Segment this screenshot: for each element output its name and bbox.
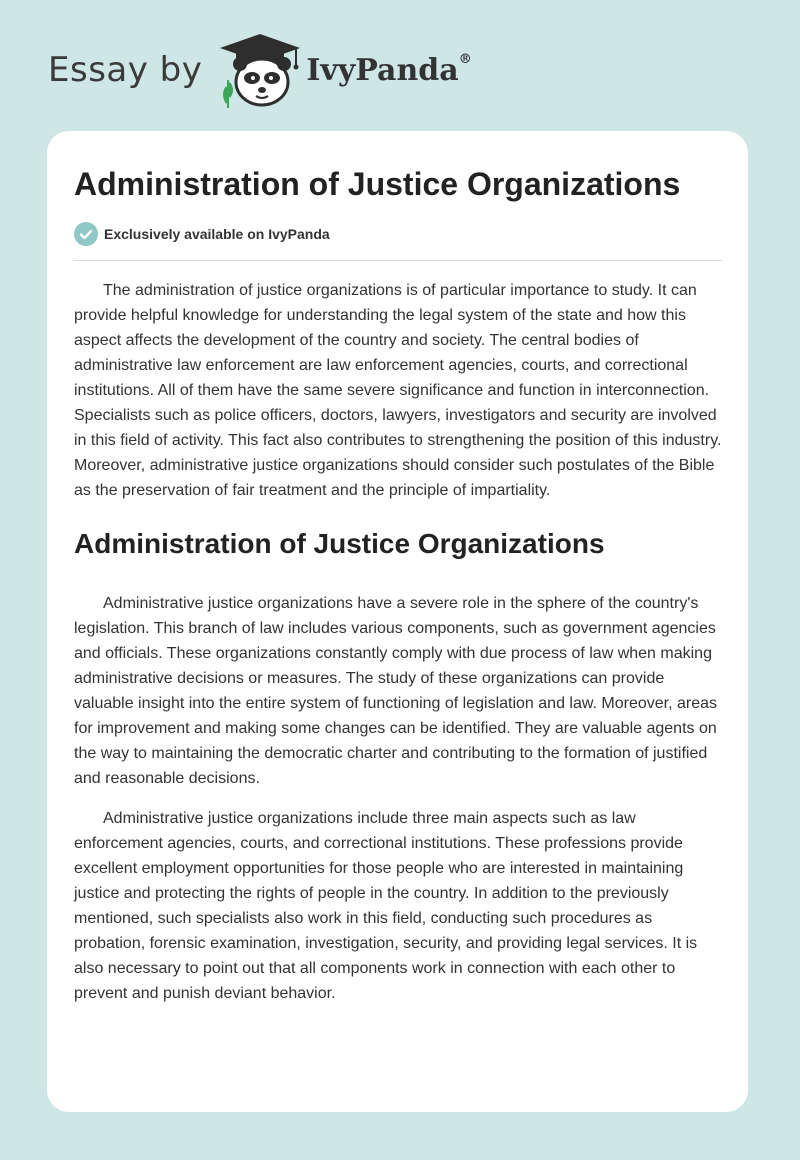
- section-heading: Administration of Justice Organizations: [74, 528, 605, 559]
- registered-mark: ®: [458, 51, 472, 67]
- exclusive-badge-text: Exclusively available on IvyPanda: [104, 226, 330, 242]
- brand-name[interactable]: [306, 53, 471, 88]
- panda-graduate-logo-icon[interactable]: [216, 30, 304, 110]
- section-paragraph-1: Administrative justice organizations have a severe role in the sphere of the country's legislation. This branch of law includes various components, such as government agencies and officials. These organizations constantly comply with due process of law when making administrative decisions or measures. The study of these organizations can provide valuable insight into the entire system of functioning of legislation and law. Moreover, areas for improvement and making some changes can be identified. They are valuable agents on the way to maintaining the democratic charter and contributing to the formation of justified and reasonable decisions.: [74, 595, 718, 787]
- brand-name-text: IvyPanda: [306, 52, 459, 88]
- essay-card: [47, 131, 748, 1112]
- intro-paragraph: The administration of justice organizations is of particular importance to study. It can provide helpful knowledge for understanding the legal system of the state and how this aspect affects the development of the country and society. The central bodies of administrative law enforcement are law enforcement agencies, courts, and correctional institutions. All of them have the same severe significance and function in interconnection. Specialists such as police officers, doctors, lawyers, investigators and security are involved in this field of activity. This fact also contributes to strengthening the position of this industry. Moreover, administrative justice organizations should consider such postulates of the Bible as the preservation of fair treatment and the principle of impartiality.: [74, 282, 722, 499]
- section-paragraph-2: Administrative justice organizations include three main aspects such as law enforcement agencies, courts, and correctional institutions. These professions provide excellent employment opportunities for those people who are interested in maintaining justice and protecting the rights of people in the country. In addition to the previously mentioned, such specialists also work in this field, conducting such procedures as probation, forensic examination, investigation, security, and providing legal services. It is also necessary to point out that all components work in connection with each other to prevent and punish deviant behavior.: [74, 810, 698, 1002]
- divider: [74, 260, 722, 261]
- brand-prefix: Essay by: [48, 50, 203, 90]
- check-circle-icon: [74, 222, 98, 246]
- page-title: Administration of Justice Organizations: [74, 166, 681, 202]
- brand-header: [48, 30, 472, 110]
- exclusive-badge: [74, 221, 722, 247]
